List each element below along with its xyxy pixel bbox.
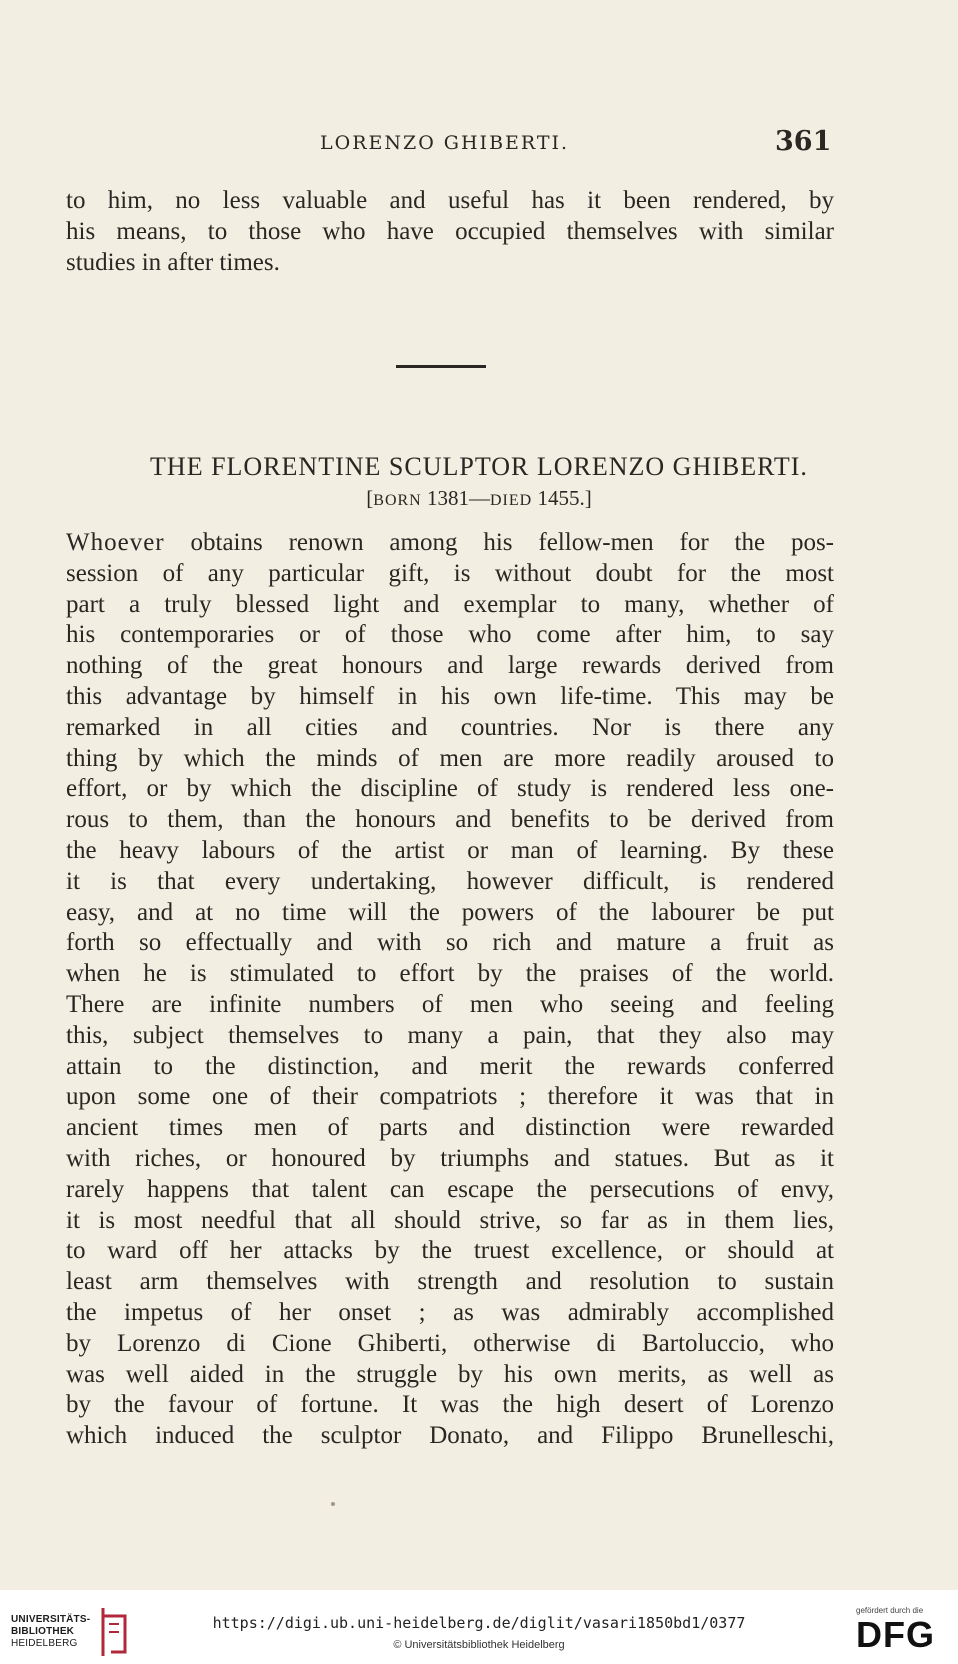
section-dates [0, 486, 958, 511]
text-line: to ward off her attacks by the truest excellence, or should at [66, 1237, 834, 1265]
library-line-1: UNIVERSITÄTS- [11, 1614, 91, 1625]
text-line: session of any particular gift, is without doubt for the most [66, 559, 834, 587]
text-line: which induced the sculptor Donato, and Filippo Brunelleschi, [66, 1422, 834, 1450]
text-line: nothing of the great honours and large rewards derived from [66, 652, 834, 680]
text-line: his means, to those who have occupied themselves with similar [66, 217, 834, 245]
dates-close-bracket: ] [584, 486, 592, 510]
text-line: effort, or by which the discipline of study is rendered less one- [66, 775, 834, 803]
funded-by-label: gefördert durch die [856, 1606, 924, 1615]
text-line: to him, no less valuable and useful has it been rendered, by [66, 187, 834, 214]
died-year: 1455. [537, 486, 585, 510]
text-line: thing by which the minds of men are more readily aroused to [66, 744, 834, 772]
running-head-title: LORENZO GHIBERTI. [320, 132, 570, 154]
library-line-2: BIBLIOTHEK [11, 1626, 75, 1637]
section-title: THE FLORENTINE SCULPTOR LORENZO GHIBERTI. [150, 452, 808, 481]
source-url-link[interactable]: https://digi.ub.uni-heidelberg.de/diglit/vasari1850bd1/0377 [212, 1614, 746, 1632]
text-line: rarely happens that talent can escape the persecutions of envy, [66, 1175, 834, 1203]
text-line: his contemporaries or of those who come after him, to say [66, 621, 834, 649]
text-line: attain to the distinction, and merit the rewards conferred [66, 1052, 834, 1080]
text-line: upon some one of their compatriots ; therefore it was that in [66, 1083, 834, 1111]
text-line: with riches, or honoured by triumphs and statues. But as it [66, 1144, 834, 1172]
born-year: 1381 [426, 486, 469, 510]
text-line: the heavy labours of the artist or man of learning. By these [66, 836, 834, 864]
copyright-text: © Universitätsbibliothek Heidelberg [393, 1639, 565, 1651]
text-line: forth so effectually and with so rich and mature a fruit as [66, 929, 834, 957]
text-line: by the favour of fortune. It was the high desert of Lorenzo [66, 1391, 834, 1419]
text-line: remarked in all cities and countries. Nor is there any [66, 713, 834, 741]
text-line: part a truly blessed light and exemplar to many, whether of [66, 590, 834, 618]
dates-dash: — [468, 486, 490, 510]
lead-word: Whoever [66, 529, 165, 556]
text-line: easy, and at no time will the powers of the labourer be put [66, 898, 834, 926]
text-line [66, 528, 834, 559]
section-divider-rule [396, 365, 486, 368]
running-head [0, 128, 958, 168]
dfg-logo: DFG [856, 1614, 935, 1655]
text-line: least arm themselves with strength and resolution to sustain [66, 1268, 834, 1296]
text-line: by Lorenzo di Cione Ghiberti, otherwise di Bartoluccio, who [66, 1329, 834, 1357]
text-line: There are infinite numbers of men who seeing and feeling [66, 990, 834, 1018]
text-line: the impetus of her onset ; as was admirably accomplished [66, 1298, 834, 1326]
text-line: was well aided in the struggle by his own merits, as well as [66, 1360, 834, 1388]
footer-bar [0, 1590, 958, 1664]
born-label: BORN [373, 492, 422, 509]
dates-open-bracket: [ [366, 486, 374, 510]
died-label: DIED [489, 492, 533, 509]
page-speck [331, 1502, 335, 1506]
main-paragraph [66, 528, 834, 1452]
text-line: it is most needful that all should strive, so far as in them lies, [66, 1206, 834, 1234]
text-line: this advantage by himself in his own life-time. This may be [66, 682, 834, 710]
text-line: when he is stimulated to effort by the praises of the world. [66, 960, 834, 988]
first-line-rest: obtains renown among his fellow-men for the pos- [164, 529, 834, 556]
text-line: studies in after times. [66, 248, 280, 276]
page-number: 361 [775, 126, 832, 157]
text-line: ancient times men of parts and distinction were rewarded [66, 1114, 834, 1142]
continuation-paragraph [66, 186, 834, 278]
text-line: this, subject themselves to many a pain, that they also may [66, 1021, 834, 1049]
library-line-3: HEIDELBERG [11, 1638, 78, 1649]
text-line: rous to them, than the honours and benefits to be derived from [66, 806, 834, 834]
text-line: it is that every undertaking, however difficult, is rendered [66, 867, 834, 895]
